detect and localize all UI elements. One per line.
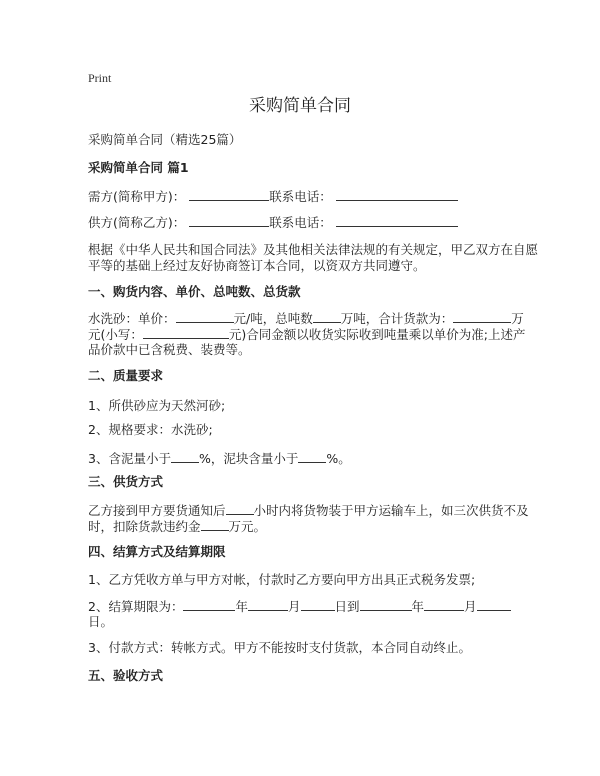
blank xyxy=(301,598,335,611)
blank xyxy=(313,310,341,323)
s4-item-1: 1、乙方凭收方单与甲方对帐，付款时乙方要向甲方出具正式税务发票; xyxy=(88,572,476,587)
text: 小时内将货物装于甲方运输车上，如三次供货不及 xyxy=(253,503,529,518)
blank xyxy=(298,450,326,463)
buyer-line xyxy=(88,188,458,205)
s1-line-1 xyxy=(88,310,524,327)
section-title: 采购简单合同 篇1 xyxy=(88,160,189,175)
blank xyxy=(183,598,235,611)
print-link[interactable]: Print xyxy=(88,71,112,85)
seller-line xyxy=(88,214,458,231)
text: 年 xyxy=(411,599,425,614)
buyer-phone-label: 联系电话： xyxy=(269,189,332,204)
seller-blank xyxy=(189,214,269,227)
subtitle: 采购简单合同（精选25篇） xyxy=(88,132,242,147)
text: 月 xyxy=(464,599,477,614)
section-5-heading: 五、验收方式 xyxy=(88,668,164,683)
text: 2、结算期限为： xyxy=(88,599,184,614)
text: 元)合同金额以收货实际收到吨量乘以单价为准;上述产 xyxy=(228,327,526,342)
text: 元/吨，总吨数 xyxy=(233,311,313,326)
s4-item-3: 3、付款方式：转帐方式。甲方不能按时支付货款，本合同自动终止。 xyxy=(88,640,471,655)
intro-line-1: 根据《中华人民共和国合同法》及其他相关法律法规的有关规定，甲乙双方在自愿 xyxy=(88,242,539,257)
section-1-heading: 一、购货内容、单价、总吨数、总货款 xyxy=(88,284,301,299)
section-3-heading: 三、供货方式 xyxy=(88,474,164,489)
buyer-label: 需方(简称甲方)： xyxy=(88,189,186,204)
s2-item-2: 2、规格要求：水洗砂; xyxy=(88,422,213,437)
text: 日到 xyxy=(334,599,360,614)
s4-item-2-cont: 日。 xyxy=(88,614,114,629)
blank xyxy=(360,598,412,611)
s1-line-2 xyxy=(88,326,525,343)
section-4-heading: 四、结算方式及结算期限 xyxy=(88,544,226,559)
text: 乙方接到甲方要货通知后 xyxy=(88,503,226,518)
text: 时，扣除货款违约金 xyxy=(88,519,201,534)
text: 万元。 xyxy=(228,519,267,534)
text: 水洗砂：单价： xyxy=(88,311,176,326)
seller-label: 供方(简称乙方)： xyxy=(88,215,186,230)
blank xyxy=(453,310,511,323)
seller-phone-label: 联系电话： xyxy=(269,215,332,230)
blank xyxy=(248,598,288,611)
text: 元(小写： xyxy=(88,327,143,342)
blank xyxy=(176,310,234,323)
text: 月 xyxy=(287,599,301,614)
buyer-blank xyxy=(189,188,269,201)
s4-item-2 xyxy=(88,598,511,615)
document-title: 采购简单合同 xyxy=(249,96,351,116)
intro-line-2: 平等的基础上经过友好协商签订本合同，以资双方共同遵守。 xyxy=(88,258,426,273)
text: %。 xyxy=(326,451,351,466)
buyer-phone-blank xyxy=(336,188,458,201)
s2-item-3 xyxy=(88,450,351,467)
text: 年 xyxy=(235,599,248,614)
section-2-heading: 二、质量要求 xyxy=(88,368,164,383)
blank xyxy=(171,450,199,463)
s1-line-3: 品价款中已含税费、装费等。 xyxy=(88,342,251,357)
blank xyxy=(143,326,229,339)
s2-item-1: 1、所供砂应为天然河砂; xyxy=(88,398,226,413)
blank xyxy=(424,598,464,611)
text: 3、含泥量小于 xyxy=(88,451,171,466)
text: 万吨，合计货款为： xyxy=(340,311,454,326)
seller-phone-blank xyxy=(336,214,458,227)
text: %，泥块含量小于 xyxy=(198,451,299,466)
text: 万 xyxy=(511,311,524,326)
blank xyxy=(477,598,511,611)
s3-line-1 xyxy=(88,502,529,519)
s3-line-2 xyxy=(88,518,266,535)
blank xyxy=(201,518,229,531)
blank xyxy=(226,502,254,515)
